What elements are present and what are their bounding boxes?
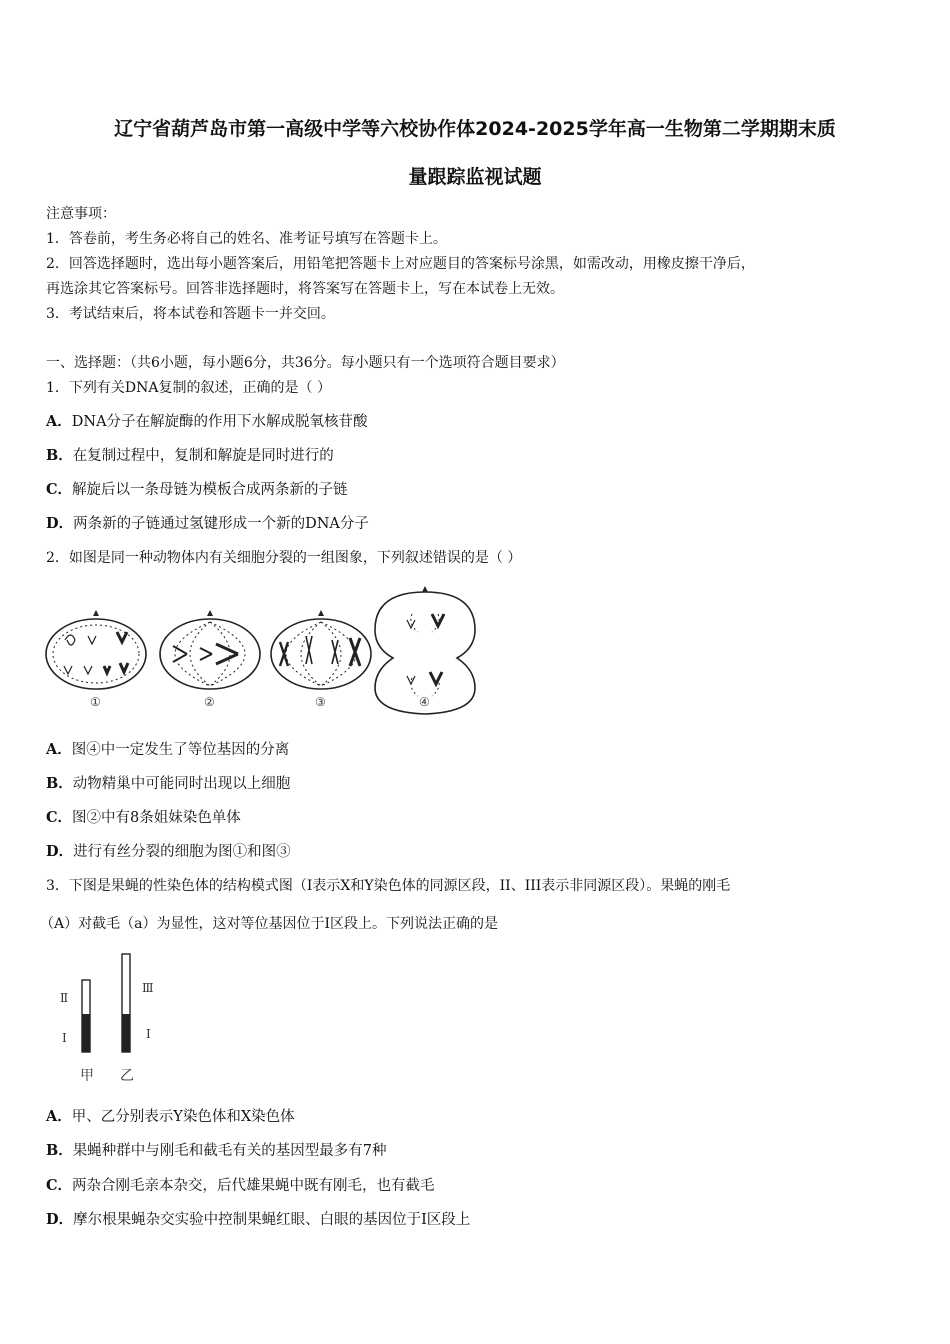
figure-label: ① [90, 695, 101, 709]
q1-option-a [46, 410, 368, 431]
q1-option-b [46, 444, 334, 465]
option-label: C． [46, 1177, 73, 1194]
region-label: Ⅲ [142, 981, 154, 995]
q1-option-d [46, 512, 369, 533]
region-label: Ⅰ [62, 1031, 67, 1045]
option-label: A． [46, 741, 72, 758]
q3-option-d [46, 1208, 470, 1229]
option-text: 摩尔根果蝇杂交实验中控制果蝇红眼、白眼的基因位于I区段上 [73, 1212, 471, 1228]
cell-3-diagram [271, 619, 371, 689]
cell-2-diagram [160, 619, 260, 689]
section-heading: 一、选择题：（共6小题，每小题6分，共36分。每小题只有一个选项符合题目要求） [46, 355, 565, 371]
q3-option-c [46, 1174, 435, 1195]
chromosome-label: 乙 [120, 1068, 134, 1084]
option-label: C． [46, 809, 73, 826]
q2-option-d [46, 840, 291, 861]
q2-option-b [46, 772, 290, 793]
option-text: 图④中一定发生了等位基因的分离 [71, 742, 290, 758]
figure-label: ③ [315, 695, 326, 709]
option-label: A． [46, 1108, 72, 1125]
option-label: B． [46, 775, 73, 792]
option-label: C． [46, 481, 73, 498]
notice-item: 再选涂其它答案标号。回答非选择题时，将答案写在答题卡上，写在本试卷上无效。 [46, 281, 564, 297]
region-label: Ⅰ [146, 1027, 151, 1041]
option-label: D． [46, 1211, 74, 1228]
q1-option-c [46, 478, 348, 499]
option-label: B． [46, 447, 73, 464]
notice-item: 1．答卷前，考生务必将自己的姓名、准考证号填写在答题卡上。 [46, 231, 447, 247]
option-text: 动物精巢中可能同时出现以上细胞 [72, 776, 291, 792]
option-label: D． [46, 515, 74, 532]
option-text: 在复制过程中，复制和解旋是同时进行的 [72, 448, 334, 464]
option-text: 两杂合刚毛亲本杂交，后代雄果蝇中既有刚毛，也有截毛 [72, 1178, 435, 1194]
notice-item: 2．回答选择题时，选出每小题答案后，用铅笔把答题卡上对应题目的答案标号涂黑，如需改动，用橡皮擦干净后， [46, 256, 755, 272]
q2-option-a [46, 738, 289, 759]
notice-heading: 注意事项： [46, 206, 116, 222]
question-2-stem: 2．如图是同一种动物体内有关细胞分裂的一组图象，下列叙述错误的是（ ） [46, 550, 522, 566]
option-text: 果蝇种群中与刚毛和截毛有关的基因型最多有7种 [72, 1143, 387, 1159]
exam-title-line2: 量跟踪监视试题 [408, 166, 542, 188]
q2-option-c [46, 806, 241, 827]
question-1-stem: 1．下列有关DNA复制的叙述，正确的是（ ） [46, 380, 331, 396]
option-text: 图②中有8条姐妹染色单体 [72, 810, 241, 826]
question-3-stem-line1: 3．下图是果蝇的性染色体的结构模式图（I表示X和Y染色体的同源区段，II、III表示非同源区段）。果蝇的刚毛 [46, 878, 731, 894]
cell-1-diagram [46, 619, 146, 689]
option-text: 两条新的子链通过氢键形成一个新的DNA分子 [73, 516, 369, 532]
chromosome-label: 甲 [80, 1068, 94, 1084]
option-text: 甲、乙分别表示Y染色体和X染色体 [71, 1109, 295, 1125]
question-3-stem-line2: （A）对截毛（a）为显性，这对等位基因位于I区段上。下列说法正确的是 [40, 916, 498, 932]
figure-label: ④ [419, 695, 430, 709]
option-label: D． [46, 843, 74, 860]
sex-chromosome-figure [50, 948, 170, 1088]
option-text: DNA分子在解旋酶的作用下水解成脱氧核苷酸 [71, 414, 368, 430]
cell-division-figure [40, 578, 480, 718]
option-label: A． [46, 413, 72, 430]
notice-item: 3．考试结束后，将本试卷和答题卡一并交回。 [46, 306, 335, 322]
option-text: 进行有丝分裂的细胞为图①和图③ [73, 844, 291, 860]
region-label: Ⅱ [60, 991, 69, 1005]
figure-label: ② [204, 695, 215, 709]
q3-option-b [46, 1139, 387, 1160]
option-text: 解旋后以一条母链为模板合成两条新的子链 [72, 482, 348, 498]
exam-title-line1: 辽宁省葫芦岛市第一高级中学等六校协作体2024-2025学年高一生物第二学期期末质 [114, 118, 836, 140]
q3-option-a [46, 1105, 295, 1126]
option-label: B． [46, 1142, 73, 1159]
